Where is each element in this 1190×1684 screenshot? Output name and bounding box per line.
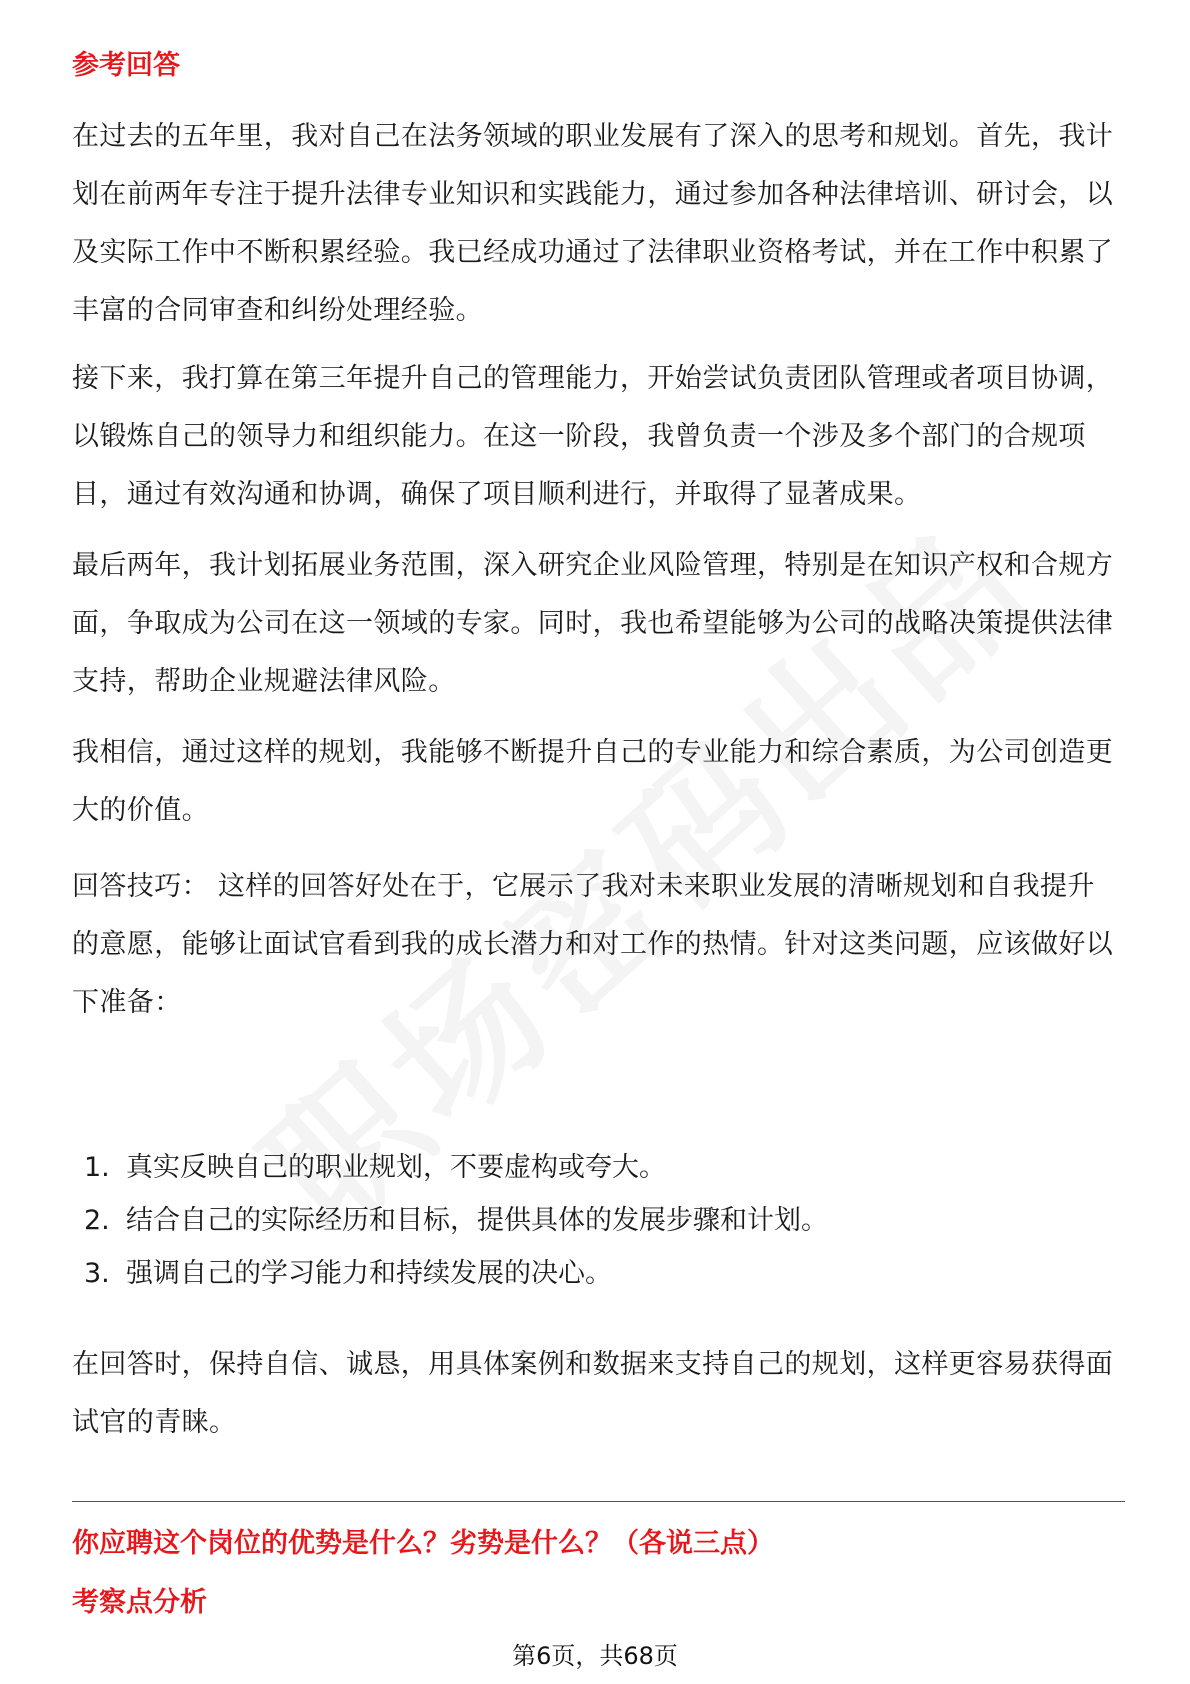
list-item bbox=[84, 1150, 1104, 1186]
paragraph-3: 最后两年，我计划拓展业务范围，深入研究企业风险管理，特别是在知识产权和合规方面，争取成为公司在这一领域的专家。同时，我也希望能够为公司的战略决策提供法律支持，帮助企业规避法律风险。 bbox=[72, 550, 1114, 697]
list-text: 真实反映自己的职业规划，不要虚构或夸大。 bbox=[126, 1152, 666, 1183]
list-number: 3. bbox=[84, 1258, 110, 1289]
section-divider bbox=[72, 1501, 1125, 1502]
answer-tips-paragraph: 回答技巧： 这样的回答好处在于，它展示了我对未来职业发展的清晰规划和自我提升的意愿，能够让面试官看到我的成长潜力和对工作的热情。针对这类问题，应该做好以下准备： bbox=[72, 871, 1114, 1018]
list-text: 结合自己的实际经历和目标，提供具体的发展步骤和计划。 bbox=[126, 1205, 828, 1236]
closing-paragraph: 在回答时，保持自信、诚恳，用具体案例和数据来支持自己的规划，这样更容易获得面试官的青睐。 bbox=[72, 1349, 1114, 1438]
list-text: 强调自己的学习能力和持续发展的决心。 bbox=[126, 1258, 612, 1289]
paragraph-1: 在过去的五年里，我对自己在法务领域的职业发展有了深入的思考和规划。首先，我计划在前两年专注于提升法律专业知识和实践能力，通过参加各种法律培训、研讨会，以及实际工作中不断积累经验。我已经成功通过了法律职业资格考试，并在工作中积累了丰富的合同审查和纠纷处理经验。 bbox=[72, 121, 1114, 326]
page-number-footer: 第6页，共68页 bbox=[512, 1642, 678, 1670]
paragraph-2: 接下来，我打算在第三年提升自己的管理能力，开始尝试负责团队管理或者项目协调，以锻炼自己的领导力和组织能力。在这一阶段，我曾负责一个涉及多个部门的合规项目，通过有效沟通和协调，确保了项目顺利进行，并取得了显著成果。 bbox=[72, 363, 1114, 510]
list-number: 1. bbox=[84, 1152, 110, 1183]
list-number: 2. bbox=[84, 1205, 110, 1236]
answer-heading: 参考回答 bbox=[72, 50, 180, 81]
paragraph-4: 我相信，通过这样的规划，我能够不断提升自己的专业能力和综合素质，为公司创造更大的价值。 bbox=[72, 737, 1114, 826]
list-item bbox=[84, 1256, 1104, 1292]
next-question-heading: 你应聘这个岗位的优势是什么？劣势是什么？（各说三点） bbox=[72, 1528, 774, 1559]
list-item bbox=[84, 1203, 1104, 1239]
analysis-heading: 考察点分析 bbox=[72, 1587, 207, 1618]
